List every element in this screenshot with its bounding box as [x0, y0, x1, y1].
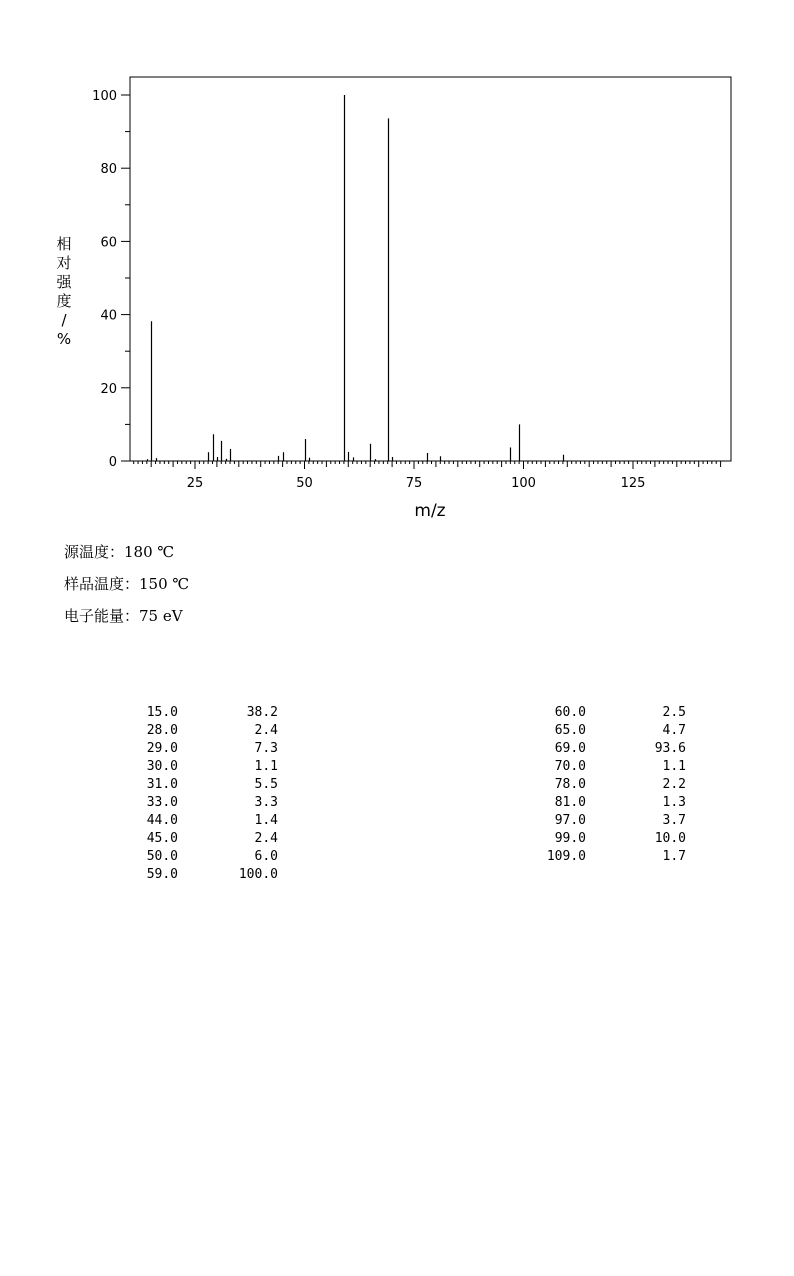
peak-abundance: 38.2 — [246, 705, 278, 720]
peak-row — [526, 740, 686, 758]
peak-abundance: 7.3 — [254, 741, 278, 756]
x-tick-label: 125 — [620, 476, 646, 491]
spectrum-bars — [148, 95, 564, 461]
x-axis-label: m/z — [414, 501, 446, 521]
peak-mz: 29.0 — [146, 741, 178, 756]
peak-row — [118, 704, 278, 722]
peak-mz: 81.0 — [554, 795, 586, 810]
peak-mz: 45.0 — [146, 831, 178, 846]
y-axis-label-char: / — [61, 311, 67, 329]
peak-mz: 69.0 — [554, 741, 586, 756]
x-tick-label: 25 — [186, 476, 204, 491]
x-tick-label: 100 — [511, 476, 536, 491]
peak-row — [118, 758, 278, 776]
peak-mz: 59.0 — [146, 867, 178, 882]
sample-temperature: 样品温度：150 ℃ — [64, 575, 190, 593]
peak-mz: 44.0 — [146, 813, 178, 828]
peak-abundance: 5.5 — [254, 777, 278, 792]
plot-frame — [130, 77, 731, 461]
peak-row — [526, 812, 686, 830]
y-tick-label: 20 — [100, 381, 117, 397]
peak-mz: 78.0 — [554, 777, 586, 792]
peak-table-left — [118, 704, 278, 884]
peak-mz: 33.0 — [146, 795, 178, 810]
peak-mz: 65.0 — [554, 723, 586, 738]
peak-abundance: 6.0 — [254, 849, 278, 864]
peak-row — [526, 830, 686, 848]
mass-spectrum-chart — [0, 0, 794, 530]
peak-abundance: 10.0 — [654, 831, 686, 846]
peak-mz: 109.0 — [546, 849, 586, 864]
y-tick-label: 0 — [108, 455, 117, 470]
peak-row — [118, 866, 278, 884]
peak-abundance: 2.4 — [254, 831, 278, 846]
source-temperature: 源温度：180 ℃ — [64, 543, 175, 561]
peak-row — [118, 812, 278, 830]
peak-mz: 50.0 — [146, 849, 178, 864]
peak-row — [118, 776, 278, 794]
peak-row — [526, 758, 686, 776]
peak-abundance: 3.7 — [662, 813, 686, 828]
electron-energy: 电子能量：75 eV — [64, 607, 183, 625]
peak-mz: 28.0 — [146, 723, 178, 738]
peak-abundance: 1.3 — [662, 795, 686, 810]
peak-abundance: 100.0 — [238, 867, 278, 882]
y-tick-label: 40 — [100, 308, 117, 324]
peak-row — [118, 740, 278, 758]
peak-abundance: 1.1 — [254, 759, 278, 774]
y-axis-label-char: 对 — [56, 254, 72, 272]
peak-abundance: 2.4 — [254, 723, 278, 738]
x-tick-label: 75 — [405, 476, 423, 491]
peak-row — [526, 776, 686, 794]
peak-abundance: 4.7 — [662, 723, 686, 738]
y-tick-label: 60 — [100, 235, 117, 251]
y-axis — [92, 89, 130, 470]
peak-row — [526, 794, 686, 812]
peak-row — [526, 704, 686, 722]
peak-mz: 97.0 — [554, 813, 586, 828]
peak-row — [118, 848, 278, 866]
peak-row — [118, 830, 278, 848]
y-axis-label-char: 度 — [56, 292, 72, 310]
peak-abundance: 1.1 — [662, 759, 686, 774]
peak-mz: 60.0 — [554, 705, 586, 720]
peak-abundance: 1.4 — [254, 813, 278, 828]
peak-abundance: 93.6 — [654, 741, 686, 756]
peak-abundance: 1.7 — [662, 849, 686, 864]
y-axis-label-char: 强 — [56, 273, 72, 291]
y-axis-label — [56, 235, 72, 348]
peak-mz: 15.0 — [146, 705, 178, 720]
y-tick-label: 100 — [92, 89, 117, 104]
peak-mz: 31.0 — [146, 777, 178, 792]
peak-table-right — [526, 704, 686, 866]
peak-row — [118, 722, 278, 740]
y-axis-label-char: % — [56, 330, 72, 348]
peak-abundance: 2.5 — [662, 705, 686, 720]
peak-abundance: 2.2 — [662, 777, 686, 792]
peak-abundance: 3.3 — [254, 795, 278, 810]
y-axis-label-char: 相 — [56, 235, 72, 253]
peak-row — [526, 722, 686, 740]
x-axis — [187, 461, 646, 491]
peak-mz: 70.0 — [554, 759, 586, 774]
peak-row — [526, 848, 686, 866]
peak-row — [118, 794, 278, 812]
peak-mz: 30.0 — [146, 759, 178, 774]
x-tick-label: 50 — [296, 476, 313, 491]
y-tick-label: 80 — [100, 162, 117, 178]
peak-mz: 99.0 — [554, 831, 586, 846]
